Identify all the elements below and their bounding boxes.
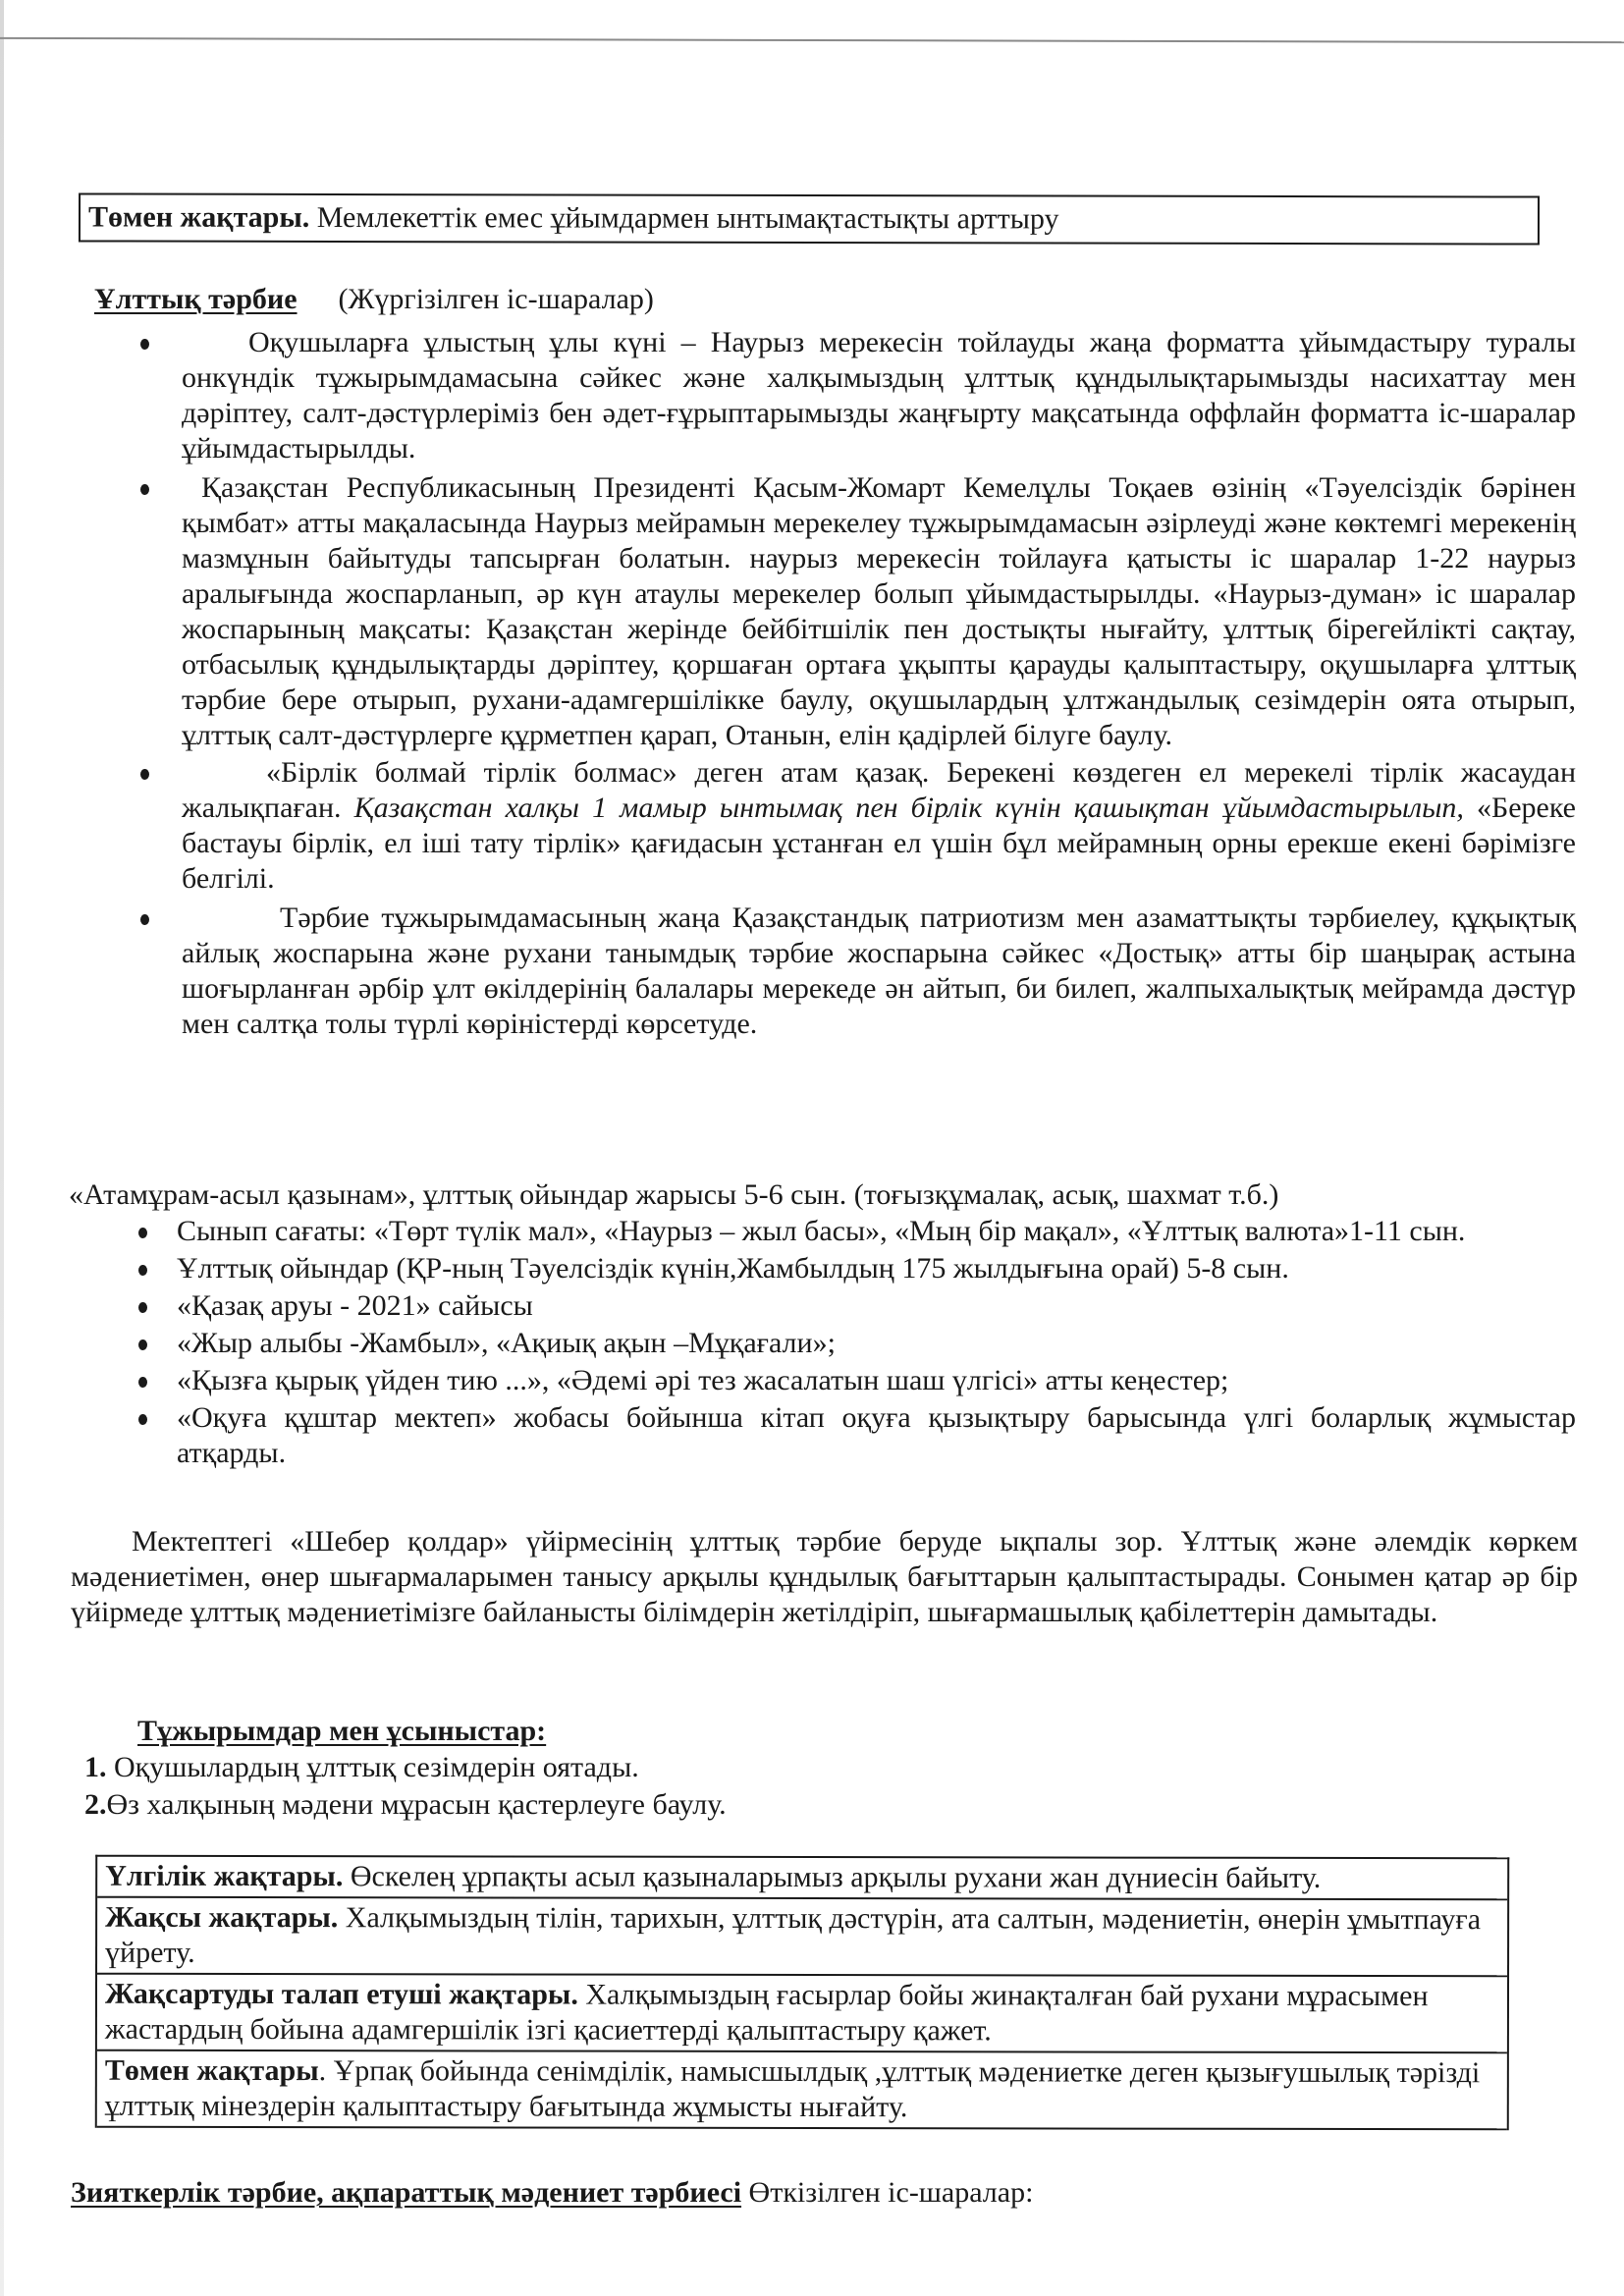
event-text: Сынып сағаты: «Төрт түлік мал», «Наурыз – жыл басы», «Мың бір мақал», «Ұлттық валюта»1-11 сын. [177,1215,1466,1247]
next-section-subtitle: Өткізілген іс-шаралар: [741,2176,1034,2209]
row-label: Үлгілік жақтары. [105,1859,344,1893]
conclusion-text: Оқушылардың ұлттық сезімдерін оятады. [106,1751,639,1783]
table-row [97,1857,1507,1901]
event-bullets [133,325,1576,1042]
section-subtitle: (Жүргізілген іс-шаралар) [338,283,654,315]
list-item [133,1363,1576,1398]
bullet-text-italic: Қазақстан халқы 1 мамыр ынтымақ пен бірлік күнін қашықтан ұйымдастырылып, [353,792,1464,824]
event-text: «Жыр алыбы -Жамбыл», «Ақиық ақын –Мұқағали»; [177,1327,836,1359]
row-text: . Ұрпақ бойында сенімділік, намысшылдық ,ұлттық мәдениетке деген қызығушылық тәрізді ұлттық мінездерін қалыптастыру бағытында жұмысты нығайту. [104,2054,1481,2124]
bullet-text-after: «Береке бастауы бірлік, ел іші тату тірлік» қағидасын ұстанған ел үшін бұл мейрамның орны ерекше екені бәрімізге белгілі. [182,792,1576,895]
scan-edge [0,0,4,2296]
event-text: «Оқуға құштар мектеп» жобасы бойынша кітап оқуға қызықтыру барысында үлгі боларлық жұмыстар атқарды. [177,1401,1576,1469]
conclusions-title: Тұжырымдар мен ұсыныстар: [137,1715,547,1747]
closing-paragraph: Мектептегі «Шебер қолдар» үйірмесінің ұлттық тәрбие беруде ықпалы зор. Ұлттық және әлемдік көркем мәдениетімен, өнер шығармаларымен танысу арқылы құндылық бағыттарын қалыптастырады. Сонымен қатар әр бір үйірмеде ұлттық мәдениетімізге байланысты білімдерін жетілдіріп, шығармашылық қабілеттерін дамытады. [71,1525,1578,1628]
weak-sides-text: Мемлекеттік емес ұйымдармен ынтымақтастықты арттыру [309,200,1059,236]
bullet-icon [140,769,149,780]
row-label: Жақсы жақтары. [105,1900,339,1935]
event-text: «Қызға қырық үйден тию ...», «Әдемі әрі тез жасалатын шаш үлгісі» атты кеңестер; [177,1364,1229,1396]
list-item [133,1288,1576,1324]
table-row [97,2051,1507,2131]
conclusion-text: Өз халқының мәдени мұрасын қастерлеуге баулу. [106,1788,727,1821]
row-text: Халқымыздың ғасырлар бойы жинақталған бай рухани мұрасымен жастардың бойына адамгершілік ізгі қасиеттерді қалыптастыру қажет. [104,1978,1429,2048]
row-text: Өскелең ұрпақты асыл қазыналарымыз арқылы рухани жан дүниесін байыту. [343,1860,1322,1894]
row-text: Халқымыздың тілін, тарихын, ұлттық дәстүрін, ата салтын, мәдениетін, өнерін ұмытпауға үйрету. [105,1901,1482,1969]
bullet-text: Қазақстан Республикасының Президенті Қасым-Жомарт Кемелұлы Тоқаев өзінің «Тәуелсіздік бәрінен қымбат» атты мақаласында Наурыз мейрамын мерекелеу тұжырымдамасын әзірлеуді және көктемгі мерекенің мазмұнын байытуды тапсырған болатын. наурыз мерекесін тойлауға қатысты іс шаралар 1-22 наурыз аралығында жоспарланып, әр күн атаулы мерекелер болып ұйымдастырылды. «Наурыз-думан» іс шаралар жоспарының мақсаты: Қазақстан жерінде бейбітшілік пен достықты нығайту, ұлттық бірегейлікті сақтау, отбасылық құндылықтарды дәріптеу, қоршаған ортаға ұқыпты қарауды қалыптастыру, оқушыларға ұлттық тәрбие бере отырып, рухани-адамгершілікке баулу, оқушылардың ұлтжандылық сезімдерін оята отырып, ұлттық салт-дәстүрлерге құрметпен қарап, Отанын, елін қадірлей білуге баулу. [182,471,1576,751]
conclusion-item [84,1787,727,1823]
bullet-icon [140,339,149,350]
list-item [133,901,1576,1042]
row-label: Жақсартуды талап етуші жақтары. [104,1977,578,2011]
event-text: Ұлттық ойындар (ҚР-ның Тәуелсіздік күнін,Жамбылдың 175 жылдығына орай) 5-8 сын. [177,1252,1289,1285]
weak-sides-label: Төмен жақтары. [87,200,310,234]
event-text: «Қазақ аруы - 2021» сайысы [177,1289,533,1322]
bullet-icon [138,1302,147,1313]
conclusion-number: 2. [84,1788,107,1821]
bullet-icon [140,914,149,925]
next-section-heading [71,2175,1033,2211]
list-item [133,1326,1576,1361]
bullet-icon [138,1377,147,1388]
section-heading-national [94,282,654,317]
top-rule [0,37,1624,43]
list-item [133,755,1576,897]
assessment-table [95,1855,1509,2131]
bullet-icon [138,1265,147,1276]
row-label: Төмен жақтары [104,2053,319,2088]
bullet-icon [138,1339,147,1350]
bullet-icon [138,1228,147,1238]
next-section-title: Зияткерлік тәрбие, ақпараттық мәдениет тәрбиесі [71,2176,742,2209]
bullet-text: Тәрбие тұжырымдамасының жаңа Қазақстандық патриотизм мен азаматтықты тәрбиелеу, құқықтық айлық жоспарына және рухани танымдық тәрбие жоспарына сәйкес «Достық» атты бір шаңырақ астына шоғырланған әрбір ұлт өкілдерінің балалары мерекеде ән айтып, би билеп, жалпыхалықтық мейрамда дәстүр мен салтқа толы түрлі көріністерді көрсетуде. [182,902,1576,1040]
bullet-text [182,755,1576,897]
bullet-icon [140,484,149,495]
conclusion-number: 1. [84,1751,107,1783]
section-title: Ұлттық тәрбие [94,283,298,315]
conclusions-heading [137,1714,546,1749]
list-item [133,1251,1576,1286]
bullet-text-before: «Бірлік болмай тірлік болмас» деген атам қазақ. Берекені көздеген ел мерекелі тірлік жасаудан жалықпаған. [182,756,1576,824]
bullet-text: Оқушыларға ұлыстың ұлы күні – Наурыз мерекесін тойлауды жаңа форматта ұйымдастыру туралы онкүндік тұжырымдамасына сәйкес және халқымыздың ұлттық құндылықтарымызды насихаттау мен дәріптеу, салт-дәстүрлеріміз бен әдет-ғұрыптарымызды жаңғырту мақсатында оффлайн форматта іс-шаралар ұйымдастырылды. [182,326,1576,465]
list-item [133,470,1576,753]
table-row [97,1898,1507,1978]
table-row [97,1975,1507,2054]
bullet-icon [138,1414,147,1425]
conclusions-list [84,1750,727,1825]
games-line: «Атамұрам-асыл қазынам», ұлттық ойындар жарысы 5-6 сын. (тоғызқұмалақ, асық, шахмат т.б.) [69,1178,1279,1211]
events-list [133,1214,1576,1473]
weak-sides-box [79,192,1540,245]
list-item [133,325,1576,466]
conclusion-item [84,1750,727,1785]
list-item [133,1400,1576,1471]
list-item [133,1214,1576,1249]
